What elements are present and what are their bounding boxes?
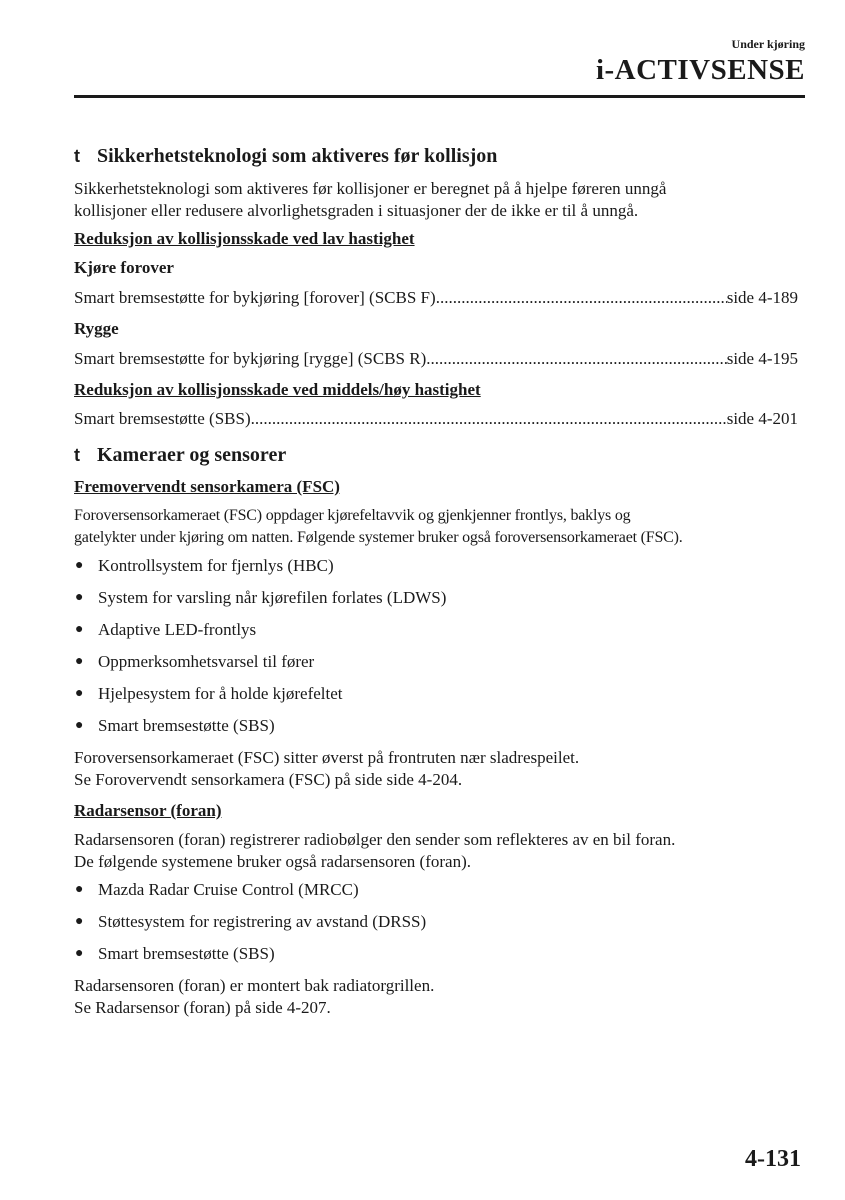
- fsc-line-1: Foroversensorkameraet (FSC) oppdager kjørefeltavvik og gjenkjenner frontlys, baklys og: [74, 507, 631, 524]
- toc-leader-dots: [436, 287, 727, 309]
- bullet-icon: ●: [75, 946, 84, 961]
- section-marker-icon: t: [74, 146, 80, 166]
- page-title: i-ACTIVSENSE: [595, 54, 805, 86]
- bullet-icon: ●: [75, 590, 84, 605]
- fsc-heading: Fremovervendt sensorkamera (FSC): [74, 477, 340, 496]
- mid-speed-heading: Reduksjon av kollisjonsskade ved middels/høy hastighet: [74, 380, 481, 399]
- section-heading-text: Kameraer og sensorer: [97, 444, 287, 466]
- radar-line-2: De følgende systemene bruker også radarsensoren (foran).: [74, 852, 471, 871]
- radar-note-line-1: Radarsensoren (foran) er montert bak radiatorgrillen.: [74, 976, 435, 995]
- list-item: ● Kontrollsystem for fjernlys (HBC): [74, 555, 798, 587]
- bullet-icon: ●: [75, 622, 84, 637]
- radar-heading: Radarsensor (foran): [74, 801, 222, 820]
- bullet-icon: ●: [75, 718, 84, 733]
- radar-line-1: Radarsensoren (foran) registrerer radiobølger den sender som reflekteres av en bil foran.: [74, 830, 676, 849]
- toc-leader-dots: [426, 348, 726, 370]
- fsc-system-list: [74, 555, 798, 747]
- fsc-note-line-1: Foroversensorkameraet (FSC) sitter øverst på frontruten nær sladrespeilet.: [74, 748, 580, 767]
- toc-entry-sbs[interactable]: [74, 408, 798, 430]
- section-marker-icon: t: [74, 445, 80, 465]
- bullet-icon: ●: [75, 654, 84, 669]
- fsc-note: [74, 747, 798, 791]
- list-item: ● Mazda Radar Cruise Control (MRCC): [74, 879, 798, 911]
- toc-entry-text: Smart bremsestøtte (SBS): [74, 409, 251, 428]
- intro-line-2: kollisjoner eller redusere alvorlighetsgraden i situasjoner der de ikke er til å unngå.: [74, 201, 639, 220]
- list-item: ● Adaptive LED-frontlys: [74, 619, 798, 651]
- list-item: ● Oppmerksomhetsvarsel til fører: [74, 651, 798, 683]
- toc-entry-page: side 4-201: [726, 409, 798, 428]
- radar-note-line-2: Se Radarsensor (foran) på side 4-207.: [74, 998, 331, 1017]
- toc-entry-scbs-f[interactable]: [74, 287, 798, 309]
- bullet-icon: ●: [75, 914, 84, 929]
- radar-paragraph: [74, 829, 798, 873]
- intro-paragraph: [74, 178, 798, 222]
- page-number: 4-131: [745, 1146, 801, 1172]
- section-heading-pre-collision: [74, 140, 798, 172]
- list-item: ● Hjelpesystem for å holde kjørefeltet: [74, 683, 798, 715]
- page-content: [74, 136, 798, 1025]
- toc-entry-scbs-r[interactable]: [74, 348, 798, 370]
- bullet-icon: ●: [75, 686, 84, 701]
- toc-leader-dots: [251, 408, 727, 430]
- toc-entry-page: side 4-189: [726, 288, 798, 307]
- fsc-paragraph: [74, 505, 798, 549]
- section-heading-text: Sikkerhetsteknologi som aktiveres før kollisjon: [97, 145, 498, 167]
- section-heading-cameras: [74, 439, 798, 471]
- reverse-heading: Rygge: [74, 319, 119, 338]
- list-item: ● Smart bremsestøtte (SBS): [74, 715, 798, 747]
- forward-heading: Kjøre forover: [74, 258, 174, 277]
- radar-system-list: [74, 879, 798, 975]
- fsc-line-2: gatelykter under kjøring om natten. Følgende systemer bruker også foroversensorkameraet (FSC).: [74, 529, 683, 546]
- bullet-icon: ●: [75, 558, 84, 573]
- radar-note: [74, 975, 798, 1019]
- toc-entry-text: Smart bremsestøtte for bykjøring [forover] (SCBS F): [74, 288, 436, 307]
- fsc-note-line-2: Se Forovervendt sensorkamera (FSC) på side side 4-204.: [74, 770, 463, 789]
- list-item: ● System for varsling når kjørefilen forlates (LDWS): [74, 587, 798, 619]
- toc-entry-page: side 4-195: [726, 349, 798, 368]
- toc-entry-text: Smart bremsestøtte for bykjøring [rygge] (SCBS R): [74, 349, 427, 368]
- bullet-icon: ●: [75, 882, 84, 897]
- list-item: ● Smart bremsestøtte (SBS): [74, 943, 798, 975]
- intro-line-1: Sikkerhetsteknologi som aktiveres før kollisjoner er beregnet på å hjelpe føreren unngå: [74, 179, 667, 198]
- chapter-label: Under kjøring: [731, 37, 805, 51]
- list-item: ● Støttesystem for registrering av avstand (DRSS): [74, 911, 798, 943]
- low-speed-heading: Reduksjon av kollisjonsskade ved lav hastighet: [74, 229, 415, 248]
- header-rule: [74, 95, 805, 98]
